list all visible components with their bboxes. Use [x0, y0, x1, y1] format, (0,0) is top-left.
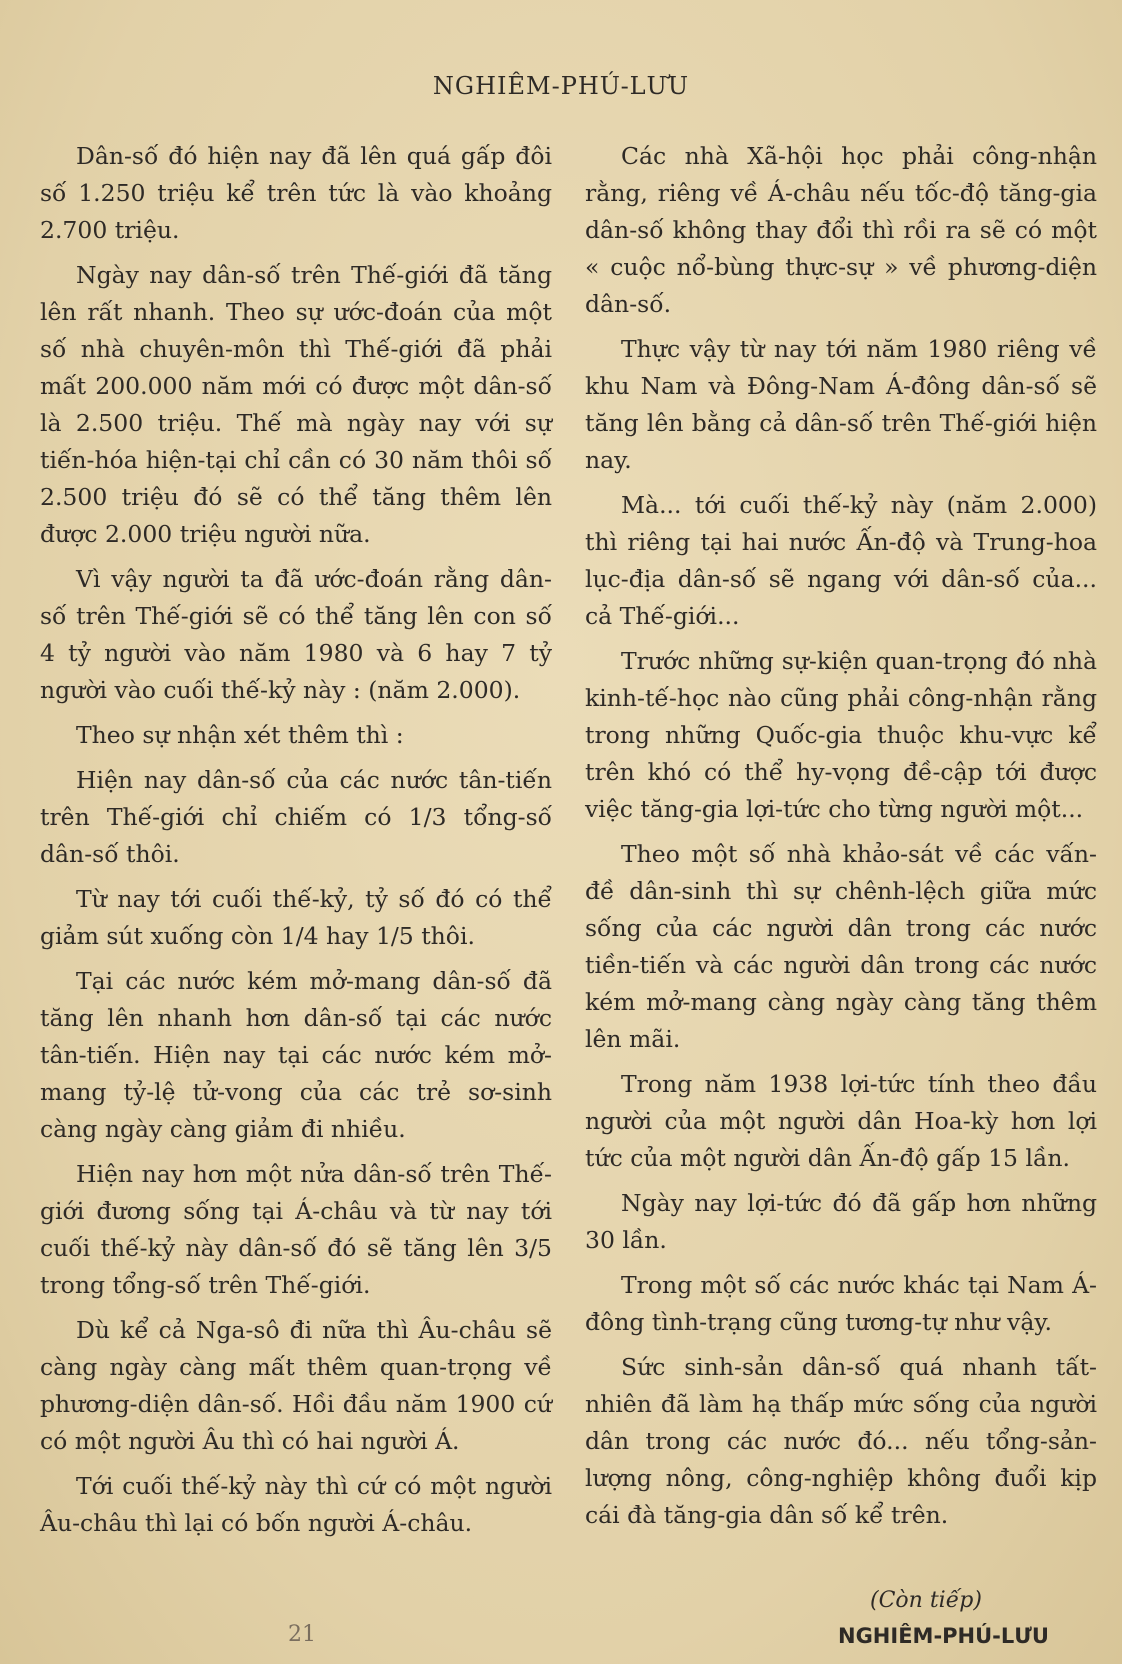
paragraph: Ngày nay dân-số trên Thế-giới đã tăng lên rất nhanh. Theo sự ước-đoán của một số nhà chuyên-môn thì Thế-giới đã phải mất 200.000 năm mới có được một dân-số là 2.500 triệu. Thế mà ngày nay với sự tiến-hóa hiện-tại chỉ cần có 30 năm thôi số 2.500 triệu đó sẽ có thể tăng thêm lên được 2.000 triệu người nữa.: [40, 261, 552, 548]
paragraph: Dù kể cả Nga-sô đi nữa thì Âu-châu sẽ càng ngày càng mất thêm quan-trọng về phương-diện dân-số. Hồi đầu năm 1900 cứ có một người Âu thì có hai người Á.: [40, 1316, 552, 1455]
paragraph: Từ nay tới cuối thế-kỷ, tỷ số đó có thể giảm sút xuống còn 1/4 hay 1/5 thôi.: [40, 885, 552, 950]
paragraph: Vì vậy người ta đã ước-đoán rằng dân-số trên Thế-giới sẽ có thể tăng lên con số 4 tỷ người vào năm 1980 và 6 hay 7 tỷ người vào cuối thế-kỷ này : (năm 2.000).: [40, 565, 552, 704]
paragraph: Tới cuối thế-kỷ này thì cứ có một người Âu-châu thì lại có bốn người Á-châu.: [40, 1472, 552, 1537]
paragraph: Theo một số nhà khảo-sát về các vấn-đề dân-sinh thì sự chênh-lệch giữa mức sống của các người dân trong các nước tiền-tiến và các người dân trong các nước kém mở-mang càng ngày càng tăng thêm lên mãi.: [585, 840, 1097, 1053]
paragraph: Theo sự nhận xét thêm thì :: [76, 721, 404, 749]
paragraph: Tại các nước kém mở-mang dân-số đã tăng lên nhanh hơn dân-số tại các nước tân-tiến. Hiện nay tại các nước kém mở-mang tỷ-lệ tử-vong của các trẻ sơ-sinh càng ngày càng giảm đi nhiều.: [40, 967, 552, 1143]
paragraph: Hiện nay hơn một nửa dân-số trên Thế-giới đương sống tại Á-châu và từ nay tới cuối thế-kỷ này dân-số đó sẽ tăng lên 3/5 trong tổng-số trên Thế-giới.: [40, 1160, 552, 1299]
paragraph: Dân-số đó hiện nay đã lên quá gấp đôi số 1.250 triệu kể trên tức là vào khoảng 2.700 triệu.: [40, 142, 552, 244]
paragraph: Mà... tới cuối thế-kỷ này (năm 2.000) thì riêng tại hai nước Ấn-độ và Trung-hoa lục-địa dân-số sẽ ngang với dân-số của... cả Thế-giới...: [585, 491, 1097, 630]
page-header: NGHIÊM-PHÚ-LƯU: [432, 72, 690, 100]
paragraph: Sức sinh-sản dân-số quá nhanh tất-nhiên đã làm hạ thấp mức sống của người dân trong các nước đó... nếu tổng-sản-lượng nông, công-nghiệp không đuổi kịp cái đà tăng-gia dân số kể trên.: [585, 1353, 1097, 1529]
paragraph: Trong năm 1938 lợi-tức tính theo đầu người của một người dân Hoa-kỳ hơn lợi tức của một người dân Ấn-độ gấp 15 lần.: [585, 1070, 1097, 1172]
paragraph: Hiện nay dân-số của các nước tân-tiến trên Thế-giới chỉ chiếm có 1/3 tổng-số dân-số thôi.: [40, 766, 552, 868]
paragraph: Trong một số các nước khác tại Nam Á-đông tình-trạng cũng tương-tự như vậy.: [585, 1271, 1097, 1336]
continuation-note: (Còn tiếp): [870, 1588, 982, 1613]
paragraph: Trước những sự-kiện quan-trọng đó nhà kinh-tế-học nào cũng phải công-nhận rằng trong những Quốc-gia thuộc khu-vực kể trên khó có thể hy-vọng đề-cập tới được việc tăng-gia lợi-tức cho từng người một...: [585, 647, 1097, 823]
paragraph: Các nhà Xã-hội học phải công-nhận rằng, riêng về Á-châu nếu tốc-độ tăng-gia dân-số không thay đổi thì rồi ra sẽ có một « cuộc nổ-bùng thực-sự » về phương-diện dân-số.: [585, 142, 1097, 318]
author-signature: NGHIÊM-PHÚ-LƯU: [838, 1624, 1049, 1648]
paragraph: Ngày nay lợi-tức đó đã gấp hơn những 30 lần.: [585, 1189, 1097, 1254]
page-number: 21: [288, 1622, 316, 1647]
left-column: [40, 138, 552, 1550]
paragraph: Thực vậy từ nay tới năm 1980 riêng về khu Nam và Đông-Nam Á-đông dân-số sẽ tăng lên bằng cả dân-số trên Thế-giới hiện nay.: [585, 335, 1097, 474]
right-column: [585, 138, 1097, 1542]
